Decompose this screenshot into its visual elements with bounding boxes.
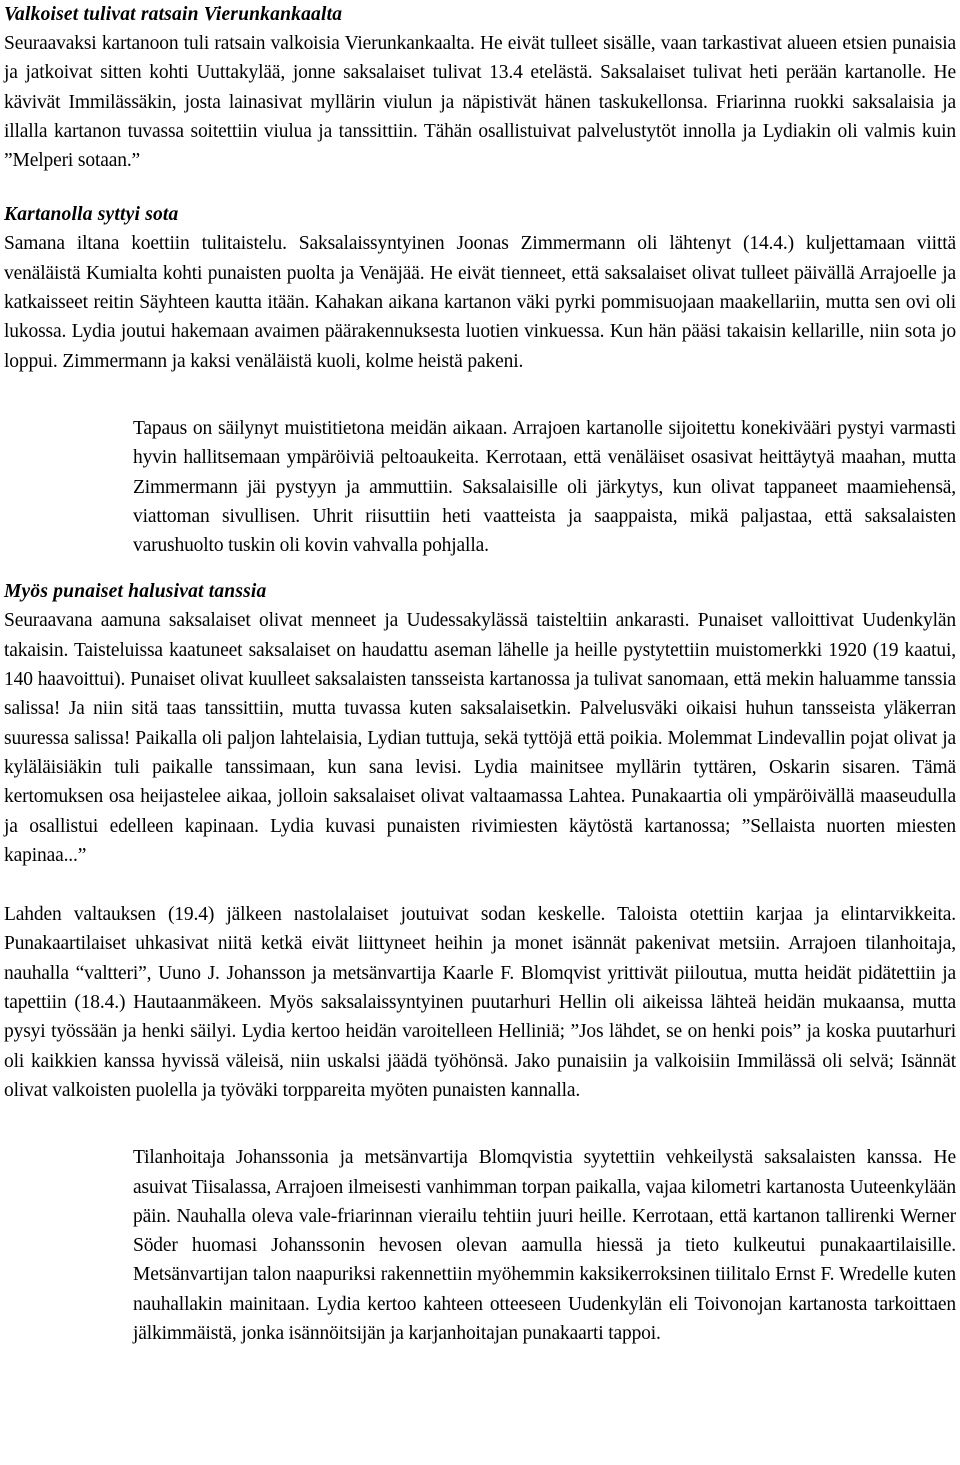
indented-paragraph-tapaus: Tapaus on säilynyt muistitietona meidän aikaan. Arrajoen kartanolle sijoitettu konekivääri pystyi varmasti hyvin hallitsemaan ympäröiviä peltoaukeita. Kerrotaan, että venäläiset osasivat heittäytyä maahan, mutta Zimmermann jäi pystyyn ja ammuttiin. Saksalaisille oli järkytys, kun olivat tappaneet maamiehensä, viattoman sivullisen. Uhrit riisuttiin heti vaatteista ja saappaista, mikä paljastaa, että saksalaisten varushuolto tuskin oli kovin vahvalla pohjalla.: [133, 417, 956, 557]
section-heading-kartanolla: Kartanolla syttyi sota: [4, 204, 179, 226]
paragraph-valkoiset: Seuraavaksi kartanoon tuli ratsain valkoisia Vierunkankaalta. He eivät tulleet sisälle, vaan tarkastivat alueen etsien punaisia ja jatkoivat sitten kohti Uuttakylää, jonne saksalaiset tulivat 13.4 etelästä. Saksalaiset tulivat heti perään kartanolle. He kävivät Immilässäkin, josta lainasivat myllärin viulun ja näpistivät hänen taskukellonsa. Friarinna ruokki saksalaisia ja illalla kartanon tuvassa soitettiin viulua ja tanssittiin. Tähän osallistuivat palvelustytöt innolla ja Lydiakin oli valmis kuin ”Melperi sotaan.”: [4, 33, 956, 172]
section-heading-valkoiset: Valkoiset tulivat ratsain Vierunkankaalta: [4, 4, 343, 25]
paragraph-kartanolla: Samana iltana koettiin tulitaistelu. Saksalaissyntyinen Joonas Zimmermann oli lähtenyt (14.4.) kuljettamaan viittä venäläistä Kumialta kohti punaisten puolta ja Venäjää. He eivät tienneet, että saksalaiset olivat tulleet päivällä Arrajoelle ja katkaisseet reitin Säyhteen kautta itään. Kahakan aikana kartanon väki pyrki pommisuojaan maakellariin, mutta sen ovi oli lukossa. Lydia joutui hakemaan avaimen päärakennuksesta luotien vinkuessa. Kun hän pääsi takaisin kellarille, niin sota jo loppui. Zimmermann ja kaksi venäläistä kuoli, kolme heistä pakeni.: [4, 233, 956, 372]
spacer: [4, 1105, 956, 1143]
paragraph-lahden-valtaus: Lahden valtauksen (19.4) jälkeen nastolalaiset joutuivat sodan keskelle. Taloista otettiin karjaa ja elintarvikkeita. Punakaartilaiset uhkasivat niitä ketkä eivät liittyneet heihin ja monet isännät pakenivat metsiin. Arrajoen tilanhoitaja, nauhalla “valtteri”, Uuno J. Johansson ja metsänvartija Kaarle F. Blomqvist yrittivät piiloutua, mutta heidät pidätettiin ja tapettiin (18.4.) Hautaanmäkeen. Myös saksalaissyntyinen puutarhuri Hellin oli aikeissa lähteä heidän mukaansa, mutta pysyi työssään ja henki säilyi. Lydia kertoo heidän varoitelleen Helliniä; ”Jos lähdet, se on henki pois” ja koska puutarhuri oli kaikkien kanssa hyvissä väleisä, niin uskalsi jäädä työhönsä. Jako punaisiin ja valkoisiin Immilässä oli selvä; Isännät olivat valkoisten puolella ja työväki torppareita myöten punaisten kannalla.: [4, 904, 956, 1101]
document-page: [4, 0, 956, 1348]
spacer: [4, 560, 956, 577]
spacer: [4, 870, 956, 900]
paragraph-punaiset: Seuraavana aamuna saksalaiset olivat menneet ja Uudessakylässä taisteltiin ankarasti. Punaiset valloittivat Uudenkylän takaisin. Taisteluissa kaatuneet saksalaiset on haudattu aseman lähelle ja heille pystytettiin muistomerkki 1920 (19 kaatui, 140 haavoittui). Punaiset olivat kuulleet saksalaisten tansseista kartanossa ja tulivat sanomaan, että mekin haluamme tanssia salissa! Ja niin sitä taas tanssittiin, mutta tuvassa kuten saksalaisetkin. Palvelusväki oikaisi huhun tansseista yläkerran suuressa salissa! Paikalla oli paljon lahtelaisia, Lydian tuttuja, sekä tyttöjä että poikia. Molemmat Lindevallin pojat olivat ja kyläläisiäkin tuli paikalle tanssimaan, kun sana levisi. Lydia mainitsee myllärin tyttären, Oskarin sisaren. Tämä kertomuksen osa heijastelee aikaa, jolloin saksalaiset olivat valtaamassa Lahtea. Punakaartia oli ympäröivällä maaseudulla ja osallistui edelleen kapinaan. Lydia kuvasi punaisten rivimiesten käytöstä kartanossa; ”Sellaista nuorten miesten kapinaa...”: [4, 610, 956, 866]
indented-paragraph-tilanhoitaja: Tilanhoitaja Johanssonia ja metsänvartija Blomqvistia syytettiin vehkeilystä saksalaisten kanssa. He asuivat Tiisalassa, Arrajoen ilmeisesti vanhimman torpan paikalla, vajaa kilometri kartanosta Uuteenkylään päin. Nauhalla oleva vale-friarinnan vierailu tehtiin juuri heille. Kerrotaan, että kartanon tallirenki Werner Söder huomasi Johanssonin hevosen olevan aamulla hiessä ja tieto kulkeutui punakaartilaisille. Metsänvartijan talon naapuriksi rakennettiin myöhemmin kaksikerroksinen tiilitalo Ernst F. Wredelle kuten nauhallakin mainitaan. Lydia kertoo kahteen otteeseen Uudenkylän eli Toivonojan kartanosta tarkoittaen jälkimmäistä, jonka isännöitsijän ja karjanhoitajan punakaarti tappoi.: [133, 1147, 956, 1344]
section-heading-punaiset: Myös punaiset halusivat tanssia: [4, 581, 267, 603]
spacer: [4, 175, 956, 200]
spacer: [4, 376, 956, 414]
